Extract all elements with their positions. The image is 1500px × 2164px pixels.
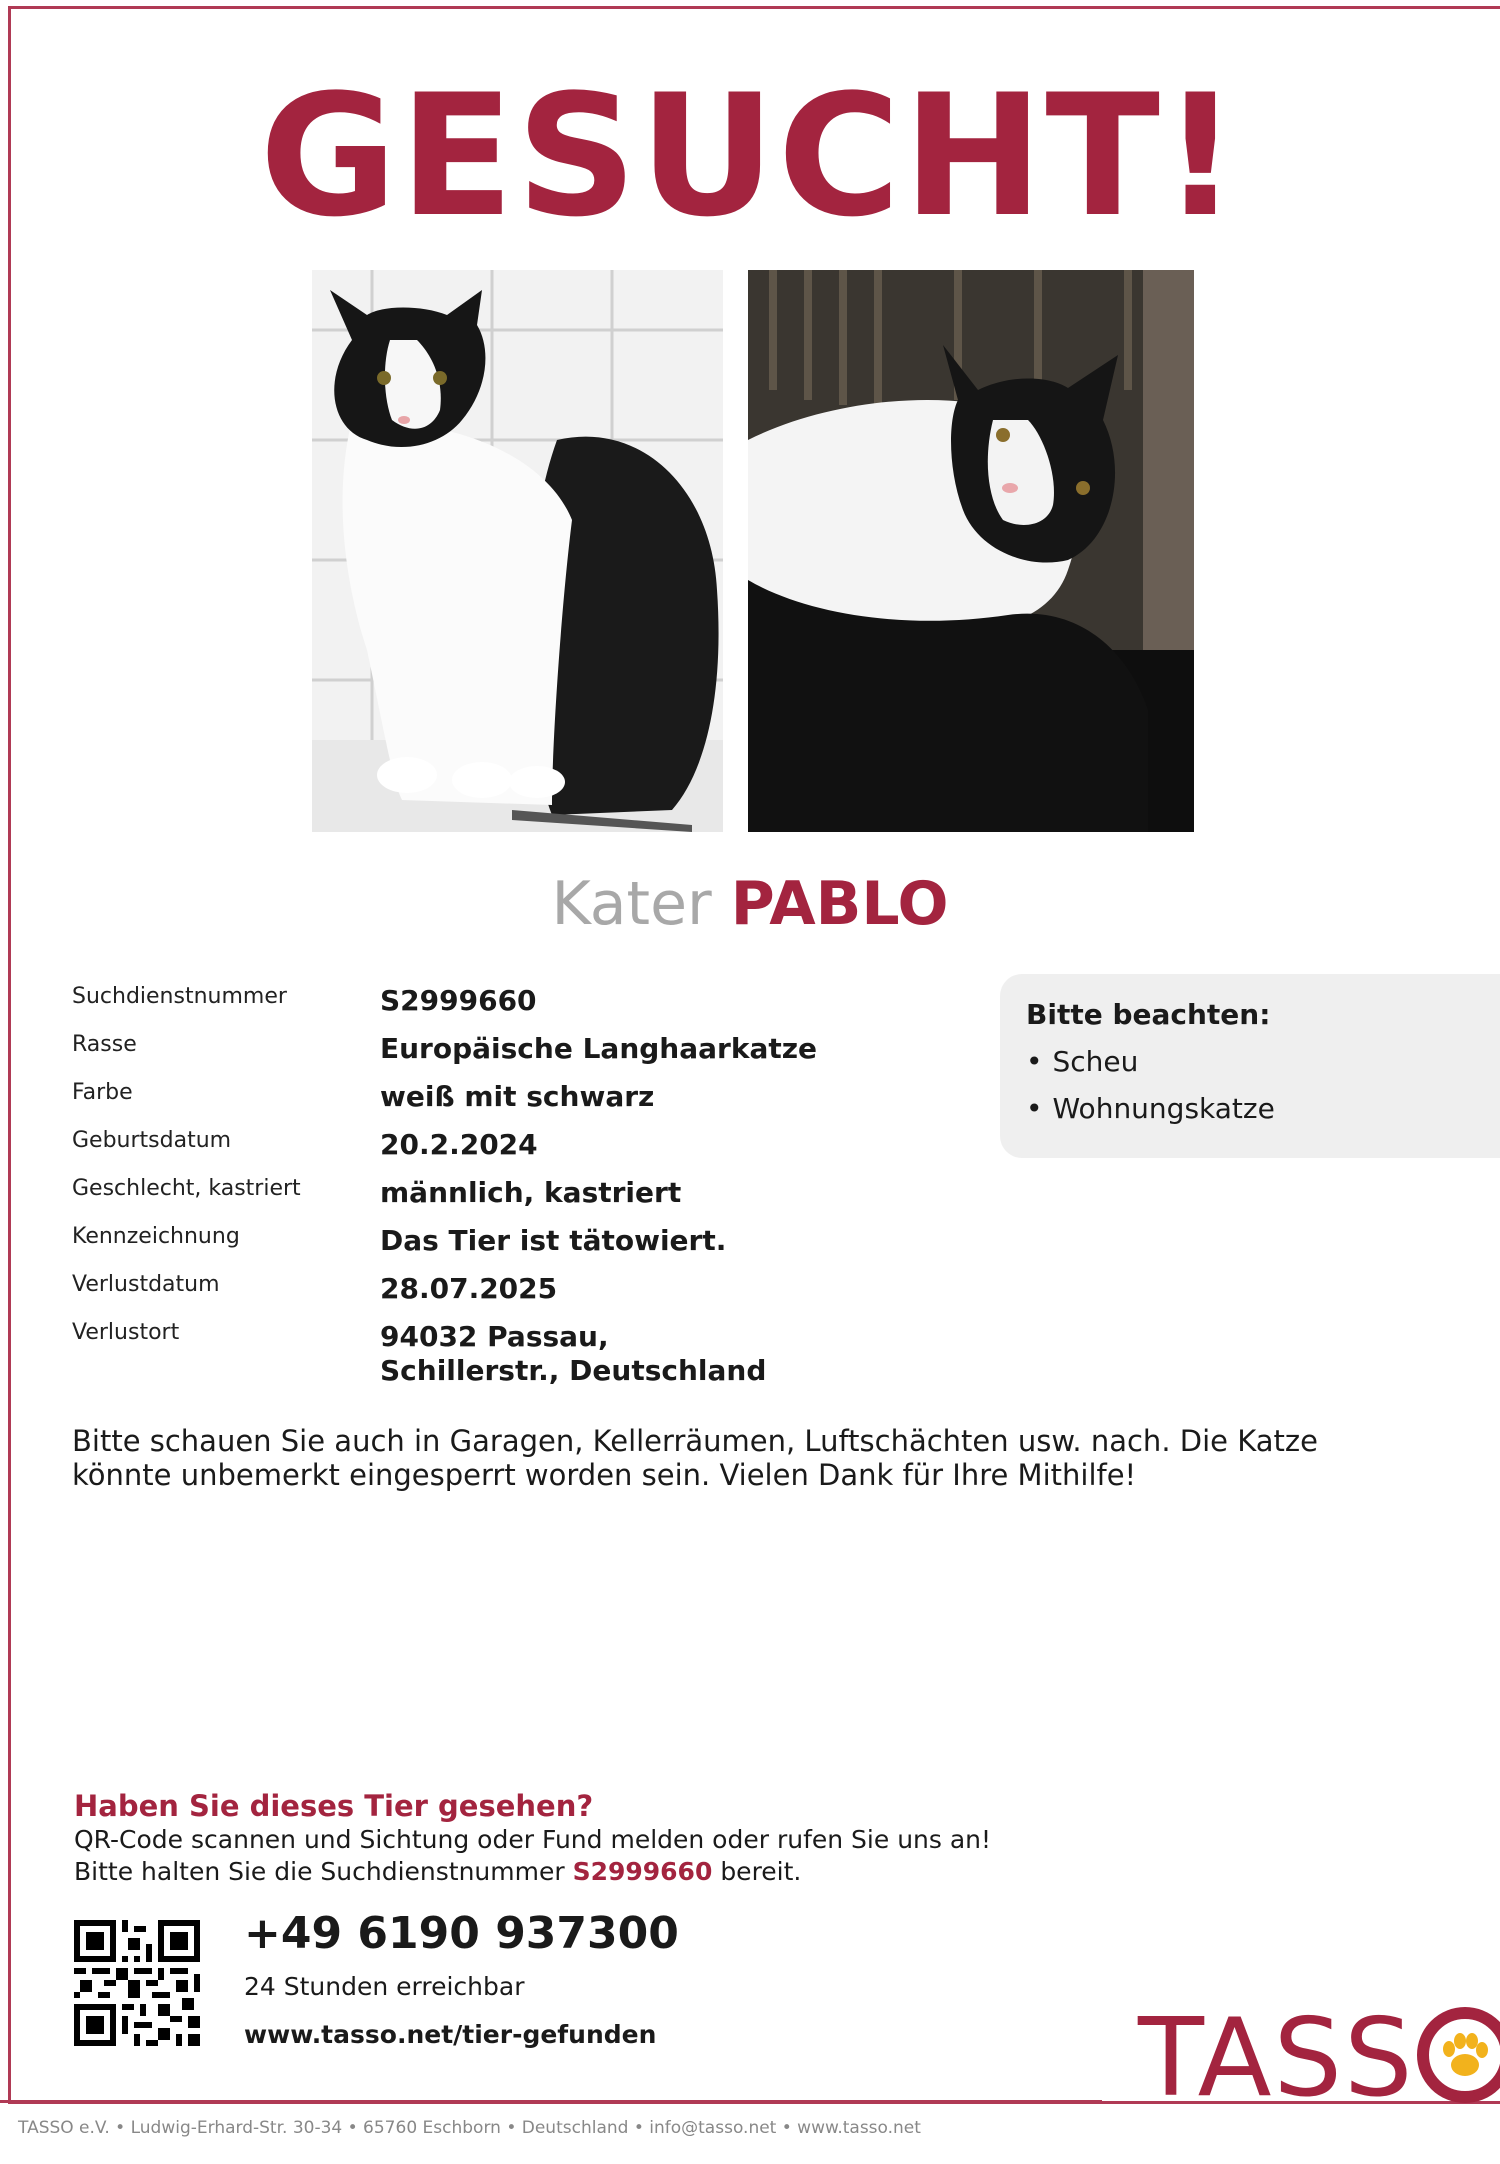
sighting-line-2 bbox=[74, 1856, 1074, 1888]
tasso-logo bbox=[1138, 1996, 1500, 2121]
detail-value: weiß mit schwarz bbox=[380, 1080, 655, 1113]
detail-label: Geschlecht, kastriert bbox=[72, 1176, 301, 1201]
logo-text: TASS bbox=[1138, 1996, 1415, 2121]
cat-name-heading bbox=[0, 869, 1500, 939]
cat-photo-lying bbox=[748, 270, 1194, 832]
footer-divider bbox=[0, 2100, 1102, 2103]
paw-icon bbox=[1415, 2005, 1500, 2105]
notice-box bbox=[1000, 974, 1500, 1158]
detail-value: 94032 Passau, Schillerstr., Deutschland bbox=[380, 1320, 767, 1387]
sighting-section bbox=[74, 1788, 1074, 1888]
detail-label: Geburtsdatum bbox=[72, 1128, 232, 1153]
detail-label: Suchdienstnummer bbox=[72, 984, 287, 1009]
footer-address: TASSO e.V. • Ludwig-Erhard-Str. 30-34 • 65760 Eschborn • Deutschland • info@tasso.net • www.tasso.net bbox=[18, 2118, 921, 2138]
detail-value: männlich, kastriert bbox=[380, 1176, 682, 1209]
qr-code[interactable] bbox=[74, 1920, 200, 2046]
cat-kind: Kater bbox=[551, 869, 712, 939]
detail-label: Verlustdatum bbox=[72, 1272, 220, 1297]
sighting-line-2-pre: Bitte halten Sie die Suchdienstnummer bbox=[74, 1857, 565, 1886]
detail-label: Farbe bbox=[72, 1080, 133, 1105]
notice-item: • Wohnungskatze bbox=[1026, 1092, 1474, 1125]
sighting-line-1: QR-Code scannen und Sichtung oder Fund melden oder rufen Sie uns an! bbox=[74, 1825, 992, 1854]
detail-label: Verlustort bbox=[72, 1320, 180, 1345]
search-number-highlight: S2999660 bbox=[572, 1857, 713, 1886]
detail-value: 20.2.2024 bbox=[380, 1128, 538, 1161]
poster-title: GESUCHT! bbox=[259, 58, 1241, 254]
detail-value: Das Tier ist tätowiert. bbox=[380, 1224, 727, 1257]
search-instructions: Bitte schauen Sie auch in Garagen, Kellerräumen, Luftschächten usw. nach. Die Katze könnte unbemerkt eingesperrt worden sein. Vielen Dank für Ihre Mithilfe! bbox=[72, 1424, 1318, 1492]
detail-value: 28.07.2025 bbox=[380, 1272, 558, 1305]
website-link[interactable]: www.tasso.net/tier-gefunden bbox=[244, 2020, 657, 2049]
detail-label: Rasse bbox=[72, 1032, 137, 1057]
detail-value: S2999660 bbox=[380, 984, 537, 1017]
sighting-heading: Haben Sie dieses Tier gesehen? bbox=[74, 1789, 594, 1823]
detail-label: Kennzeichnung bbox=[72, 1224, 240, 1249]
notice-title: Bitte beachten: bbox=[1026, 998, 1271, 1031]
cat-photo-sitting bbox=[312, 270, 723, 832]
availability-text: 24 Stunden erreichbar bbox=[244, 1972, 525, 2001]
sighting-line-2-post: bereit. bbox=[720, 1857, 802, 1886]
notice-item: • Scheu bbox=[1026, 1045, 1474, 1078]
notice-list bbox=[1026, 1045, 1474, 1125]
phone-number[interactable]: +49 6190 937300 bbox=[244, 1908, 679, 1959]
cat-name: PABLO bbox=[730, 869, 949, 939]
detail-value: Europäische Langhaarkatze bbox=[380, 1032, 818, 1065]
